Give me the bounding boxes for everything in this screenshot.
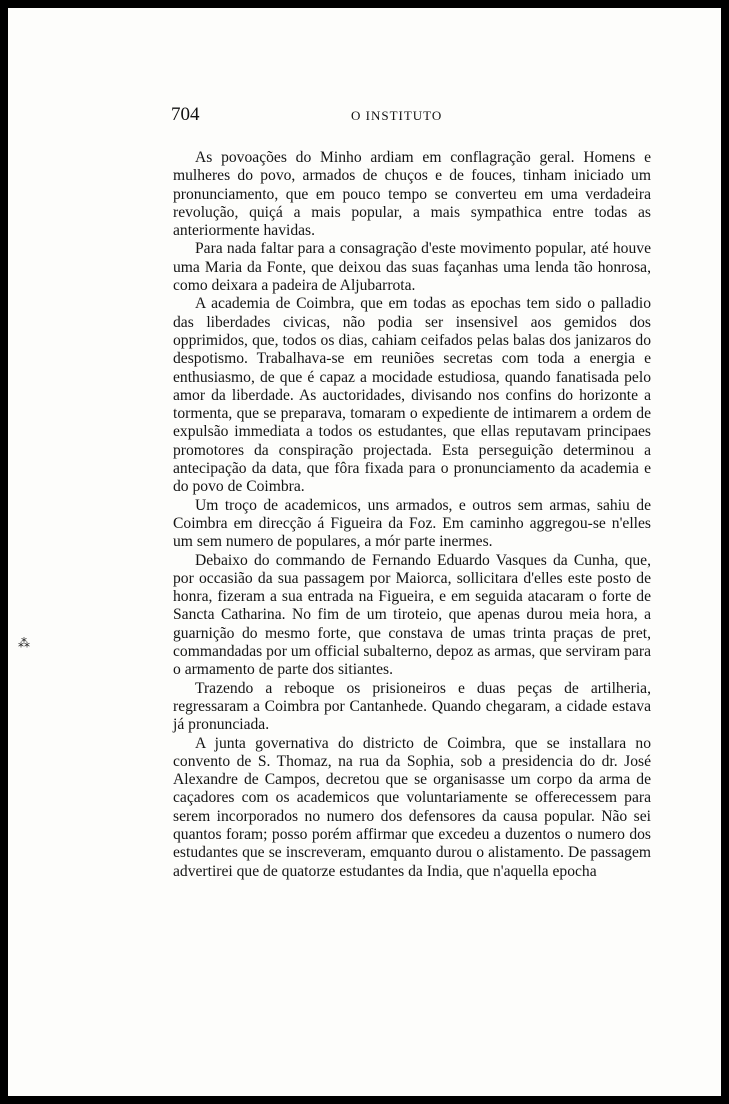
- paragraph: As povoações do Minho ardiam em conflagração geral. Homens e mulheres do povo, armados de chuços e de fouces, tinham iniciado um pronunciamento, que em pouco tempo se converteu em uma verdadeira revolução, quiçá a mais popular, a mais sympathica entre todas as anteriormente havidas.: [173, 149, 651, 240]
- page-header: [171, 104, 651, 132]
- page-number: 704: [171, 104, 200, 125]
- running-head: O INSTITUTO: [351, 108, 443, 123]
- paragraph: Um troço de academicos, uns armados, e outros sem armas, sahiu de Coimbra em direcção á Figueira da Foz. Em caminho aggregou-se n'elles um sem numero de populares, a mór parte inermes.: [173, 496, 651, 551]
- body-text: [173, 149, 651, 881]
- document-page: [8, 8, 721, 1096]
- paragraph: Trazendo a reboque os prisioneiros e duas peças de artilheria, regressaram a Coimbra por Cantanhede. Quando chegaram, a cidade estava já pronunciada.: [173, 679, 651, 734]
- paragraph: A junta governativa do districto de Coimbra, que se installara no convento de S. Thomaz, na rua da Sophia, sob a presidencia do dr. José Alexandre de Campos, decretou que se organisasse um corpo da arma de caçadores com os academicos que voluntariamente se offerecessem para serem incorporados no numero dos defensores da causa popular. Não sei quantos foram; posso porém affirmar que excedeu a duzentos o numero dos estudantes que se inscreveram, emquanto durou o alistamento. De passagem advertirei que de quatorze estudantes da India, que n'aquella epocha: [173, 734, 651, 880]
- margin-ornament-icon: ⁂: [18, 636, 30, 650]
- paragraph: Debaixo do commando de Fernando Eduardo Vasques da Cunha, que, por occasião da sua passagem por Maiorca, sollicitara d'elles este posto de honra, fizeram a sua entrada na Figueira, e em seguida atacaram o forte de Sancta Catharina. No fim de um tiroteio, que apenas durou meia hora, a guarnição do mesmo forte, que constava de umas trinta praças de pret, commandadas por um official subalterno, depoz as armas, que serviram para o armamento de parte dos sitiantes.: [173, 551, 651, 679]
- paragraph: A academia de Coimbra, que em todas as epochas tem sido o palladio das liberdades civicas, não podia ser insensivel aos gemidos dos opprimidos, que, todos os dias, cahiam ceifados pelas balas dos janizaros do despotismo. Trabalhava-se em reuniões secretas com toda a energia e enthusiasmo, de que é capaz a mocidade estudiosa, quando fanatisada pelo amor da liberdade. As auctoridades, divisando nos confins do horizonte a tormenta, que se preparava, tomaram o expediente de intimarem a ordem de expulsão immediata a todos os estudantes, que ellas reputavam principaes promotores da conspiração projectada. Esta perseguição determinou a antecipação da data, que fôra fixada para o pronunciamento da academia e do povo de Coimbra.: [173, 295, 651, 496]
- paragraph: Para nada faltar para a consagração d'este movimento popular, até houve uma Maria da Fonte, que deixou das suas façanhas uma lenda tão honrosa, como deixara a padeira de Aljubarrota.: [173, 240, 651, 295]
